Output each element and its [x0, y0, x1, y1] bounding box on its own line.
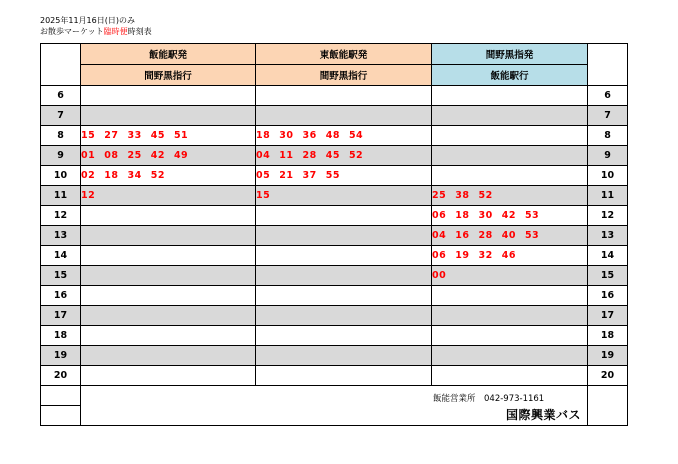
time-cell — [432, 286, 588, 306]
company-logo: 国際興業バス — [505, 408, 581, 422]
departure-minute: 55 — [325, 170, 340, 181]
departure-minute: 38 — [455, 190, 470, 201]
hour-label-left: 12 — [41, 206, 81, 226]
departure-minute: 04 — [256, 150, 271, 161]
hour-label-left: 14 — [41, 246, 81, 266]
time-cell — [81, 266, 256, 286]
time-cell — [81, 226, 256, 246]
hour-label-left: 9 — [41, 146, 81, 166]
time-cell — [81, 146, 256, 166]
departure-minute: 04 — [432, 230, 447, 241]
time-cell — [432, 366, 588, 386]
office-contact: 飯能営業所 042-973-1161 — [433, 394, 545, 404]
title-highlight: 臨時便 — [103, 27, 128, 36]
time-cell — [432, 206, 588, 226]
hour-label-left: 6 — [41, 86, 81, 106]
footer-blank-right — [588, 386, 628, 426]
col-origin-3: 間野黒指発 — [432, 44, 588, 65]
departure-minute: 02 — [81, 170, 96, 181]
hour-label-left: 20 — [41, 366, 81, 386]
table-row — [41, 246, 628, 266]
departure-minute: 27 — [104, 130, 119, 141]
col-origin-1: 飯能駅発 — [81, 44, 256, 65]
time-cell — [432, 346, 588, 366]
departure-minute: 34 — [127, 170, 142, 181]
time-cell — [256, 286, 432, 306]
timetable-title — [40, 27, 152, 37]
time-cell — [81, 206, 256, 226]
departure-minute: 18 — [104, 170, 119, 181]
time-cell — [81, 326, 256, 346]
hour-label-right: 20 — [588, 366, 628, 386]
time-cell — [432, 146, 588, 166]
departure-minute: 30 — [279, 130, 294, 141]
table-row — [41, 306, 628, 326]
col-origin-2: 東飯能駅発 — [256, 44, 432, 65]
timetable-date: 2025年11月16日(日)のみ — [40, 16, 135, 25]
departure-minute: 53 — [524, 230, 540, 241]
time-cell — [256, 346, 432, 366]
departure-minute: 36 — [302, 130, 317, 141]
departure-minute: 25 — [432, 190, 447, 201]
departure-minute: 40 — [501, 230, 516, 241]
col-direction-3: 飯能駅行 — [432, 65, 588, 86]
hour-label-left: 10 — [41, 166, 81, 186]
departure-minute: 33 — [127, 130, 142, 141]
table-row — [41, 226, 628, 246]
hour-label-right: 8 — [588, 126, 628, 146]
hour-label-right: 19 — [588, 346, 628, 366]
departure-minute: 42 — [501, 210, 516, 221]
departure-minute: 48 — [325, 130, 340, 141]
time-cell — [432, 326, 588, 346]
hour-label-right: 15 — [588, 266, 628, 286]
time-cell — [432, 126, 588, 146]
hour-label-right: 7 — [588, 106, 628, 126]
table-row — [41, 146, 628, 166]
time-cell — [256, 106, 432, 126]
timetable — [40, 43, 628, 426]
time-cell — [432, 186, 588, 206]
hour-label-left: 8 — [41, 126, 81, 146]
corner-cell-right — [588, 44, 628, 86]
departure-minute: 11 — [279, 150, 294, 161]
departure-minute: 37 — [302, 170, 317, 181]
departure-minute: 45 — [325, 150, 340, 161]
departure-minute: 52 — [478, 190, 493, 201]
hour-label-right: 13 — [588, 226, 628, 246]
table-row — [41, 186, 628, 206]
departure-minute: 06 — [432, 250, 447, 261]
hour-label-right: 18 — [588, 326, 628, 346]
departure-minute: 42 — [150, 150, 165, 161]
time-cell — [256, 266, 432, 286]
time-cell — [81, 306, 256, 326]
departure-minute: 01 — [81, 150, 96, 161]
departure-minute: 08 — [104, 150, 119, 161]
time-cell — [256, 146, 432, 166]
departure-minute: 05 — [256, 170, 271, 181]
departure-minute: 15 — [81, 130, 96, 141]
hour-label-right: 17 — [588, 306, 628, 326]
hour-label-right: 14 — [588, 246, 628, 266]
time-cell — [432, 86, 588, 106]
table-row — [41, 86, 628, 106]
hour-label-left: 17 — [41, 306, 81, 326]
departure-minute: 06 — [432, 210, 447, 221]
departure-minute: 30 — [478, 210, 493, 221]
departure-minute: 21 — [279, 170, 294, 181]
title-suffix: 時刻表 — [127, 27, 152, 36]
time-cell — [432, 226, 588, 246]
time-cell — [256, 166, 432, 186]
hour-label-right: 11 — [588, 186, 628, 206]
departure-minute: 32 — [478, 250, 493, 261]
hour-label-left: 7 — [41, 106, 81, 126]
time-cell — [432, 266, 588, 286]
time-cell — [256, 126, 432, 146]
departure-minute: 52 — [150, 170, 165, 181]
hour-label-left: 19 — [41, 346, 81, 366]
departure-minute: 25 — [127, 150, 142, 161]
time-cell — [81, 166, 256, 186]
departure-minute: 16 — [455, 230, 470, 241]
hour-label-right: 10 — [588, 166, 628, 186]
corner-cell-left — [41, 44, 81, 86]
footer-blank-left-2 — [41, 406, 81, 426]
table-row — [41, 206, 628, 226]
footer-blank-left-1 — [41, 386, 81, 406]
time-cell — [81, 346, 256, 366]
hour-label-left: 16 — [41, 286, 81, 306]
hour-label-right: 12 — [588, 206, 628, 226]
footer-info — [81, 386, 588, 426]
time-cell — [256, 246, 432, 266]
time-cell — [432, 166, 588, 186]
time-cell — [81, 126, 256, 146]
hour-label-right: 16 — [588, 286, 628, 306]
table-row — [41, 126, 628, 146]
time-cell — [81, 86, 256, 106]
hour-label-left: 18 — [41, 326, 81, 346]
time-cell — [256, 306, 432, 326]
time-cell — [81, 246, 256, 266]
time-cell — [256, 186, 432, 206]
time-cell — [81, 366, 256, 386]
hour-label-right: 9 — [588, 146, 628, 166]
table-row — [41, 106, 628, 126]
departure-minute: 12 — [81, 190, 96, 201]
time-cell — [256, 86, 432, 106]
departure-minute: 15 — [256, 190, 271, 201]
col-direction-1: 間野黒指行 — [81, 65, 256, 86]
departure-minute: 28 — [302, 150, 317, 161]
time-cell — [256, 366, 432, 386]
hour-label-left: 11 — [41, 186, 81, 206]
departure-minute: 53 — [524, 210, 540, 221]
hour-label-left: 15 — [41, 266, 81, 286]
table-row — [41, 266, 628, 286]
table-row — [41, 166, 628, 186]
title-prefix: お散歩マーケット — [40, 27, 104, 36]
departure-minute: 28 — [478, 230, 493, 241]
time-cell — [432, 246, 588, 266]
departure-minute: 51 — [173, 130, 189, 141]
time-cell — [256, 226, 432, 246]
departure-minute: 54 — [348, 130, 364, 141]
table-row — [41, 326, 628, 346]
time-cell — [432, 106, 588, 126]
col-direction-2: 間野黒指行 — [256, 65, 432, 86]
time-cell — [256, 206, 432, 226]
table-row — [41, 286, 628, 306]
departure-minute: 18 — [256, 130, 271, 141]
time-cell — [256, 326, 432, 346]
departure-minute: 19 — [455, 250, 470, 261]
time-cell — [81, 106, 256, 126]
departure-minute: 49 — [173, 150, 189, 161]
time-cell — [81, 186, 256, 206]
hour-label-left: 13 — [41, 226, 81, 246]
departure-minute: 46 — [501, 250, 516, 261]
departure-minute: 45 — [150, 130, 165, 141]
departure-minute: 00 — [432, 270, 447, 281]
departure-minute: 52 — [348, 150, 364, 161]
table-row — [41, 346, 628, 366]
table-row — [41, 366, 628, 386]
departure-minute: 18 — [455, 210, 470, 221]
time-cell — [81, 286, 256, 306]
hour-label-right: 6 — [588, 86, 628, 106]
time-cell — [432, 306, 588, 326]
